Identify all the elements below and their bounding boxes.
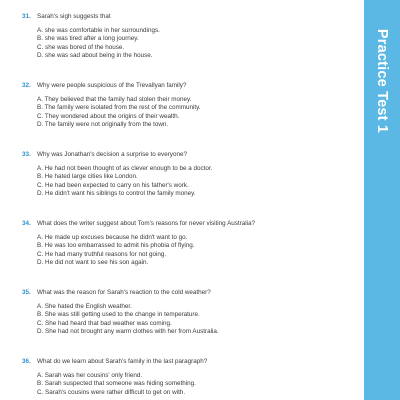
question-stem: Why was Jonathan's decision a surprise to everyone? bbox=[37, 151, 187, 158]
answer-option: A. Sarah was her cousins' only friend. bbox=[37, 371, 143, 379]
side-tab-label-wrap bbox=[364, 0, 400, 140]
question-stem: What was the reason for Sarah's reaction to the cold weather? bbox=[37, 289, 211, 296]
answer-option: C. He had many truthful reasons for not going. bbox=[37, 250, 167, 258]
answer-option: D. He didn't want his siblings to control the family money. bbox=[37, 190, 196, 198]
question-number: 36. bbox=[22, 358, 31, 365]
answer-option: B. she was tired after a long journey. bbox=[37, 35, 139, 43]
answer-option: D. She had not brought any warm clothes with her from Australia. bbox=[37, 328, 219, 336]
question-stem: Sarah's sigh suggests that bbox=[37, 13, 111, 20]
answer-option: A. She hated the English weather. bbox=[37, 302, 132, 310]
question-31 bbox=[22, 13, 352, 61]
answer-option: B. The family were isolated from the rest of the community. bbox=[37, 104, 201, 112]
question-number: 33. bbox=[22, 151, 31, 158]
question-35 bbox=[22, 289, 352, 337]
answer-option: D. He did not want to see his son again. bbox=[37, 259, 149, 267]
question-number: 35. bbox=[22, 289, 31, 296]
answer-option: C. They wondered about the origins of their wealth. bbox=[37, 112, 180, 120]
question-number: 34. bbox=[22, 220, 31, 227]
answer-option: A. He made up excuses because he didn't want to go. bbox=[37, 233, 188, 241]
question-number: 31. bbox=[22, 13, 31, 20]
answer-option: C. Sarah's cousins were rather difficult to get on with. bbox=[37, 388, 186, 396]
answer-option: B. She was still getting used to the change in temperature. bbox=[37, 311, 200, 319]
question-34 bbox=[22, 220, 352, 268]
question-32 bbox=[22, 82, 352, 130]
answer-option: A. she was comfortable in her surroundings. bbox=[37, 26, 160, 34]
question-number: 32. bbox=[22, 82, 31, 89]
answer-option: A. They believed that the family had stolen their money. bbox=[37, 95, 192, 103]
answer-option: D. The family were not originally from the town. bbox=[37, 121, 169, 129]
question-36 bbox=[22, 358, 352, 397]
answer-option: C. She had heard that bad weather was coming. bbox=[37, 319, 172, 327]
question-stem: Why were people suspicious of the Trevallyan family? bbox=[37, 82, 187, 89]
side-tab-label: Practice Test 1 bbox=[374, 28, 391, 134]
question-33 bbox=[22, 151, 352, 199]
question-stem: What does the writer suggest about Tom's reasons for never visiting Australia? bbox=[37, 220, 256, 227]
answer-option: B. He was too embarrassed to admit his phobia of flying. bbox=[37, 242, 195, 250]
answer-option: C. she was bored of the house. bbox=[37, 43, 125, 51]
answer-option: D. she was sad about being in the house. bbox=[37, 52, 153, 60]
answer-option: C. He had been expected to carry on his father's work. bbox=[37, 181, 189, 189]
side-tab bbox=[364, 0, 400, 400]
answer-option: B. Sarah suspected that someone was hiding something. bbox=[37, 380, 196, 388]
question-stem: What do we learn about Sarah's family in the last paragraph? bbox=[37, 358, 208, 365]
answer-option: A. He had not been thought of as clever enough to be a doctor. bbox=[37, 164, 213, 172]
answer-option: B. He hated large cities like London. bbox=[37, 173, 138, 181]
